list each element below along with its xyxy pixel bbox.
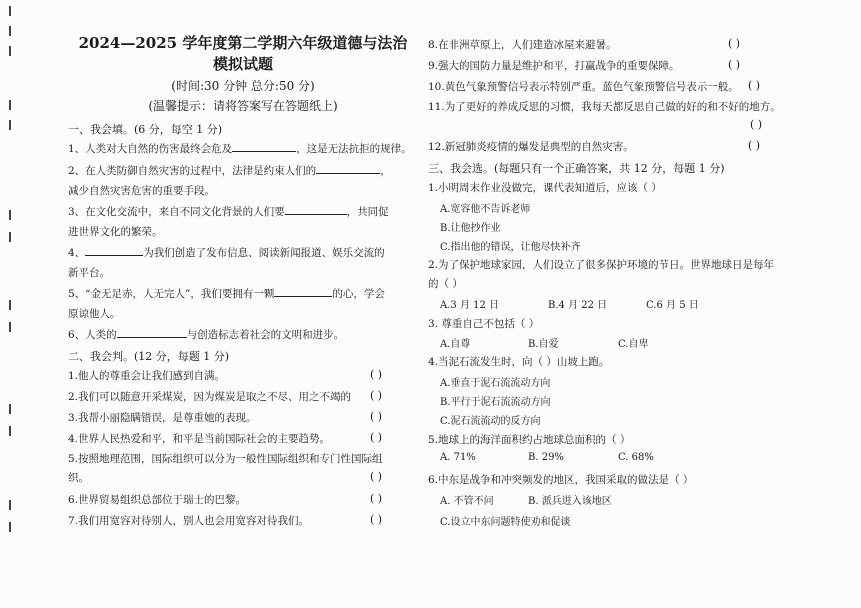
fill-question-6: 6、人类的 与创造标志着社会的文明和进步。 [68, 329, 345, 341]
judge-question-5: 5.按照地理范围，国际组织可以分为一般性国际组织和专门性国际组 [68, 453, 383, 465]
choice-option-a[interactable]: A.3 月 12 日 [440, 300, 500, 311]
choice-question-6: 6.中东是战争和冲突频发的地区，我国采取的做法是（ ） [428, 474, 694, 486]
answer-blank[interactable] [274, 286, 332, 297]
choice-option-a[interactable]: A.垂直于泥石流流动方向 [440, 378, 551, 389]
section-3-heading: 三、我会选。(每题只有一个正确答案，共 12 分，每题 1 分) [428, 162, 725, 175]
choice-question-2: 2.为了保护地球家园，人们设立了很多保护环境的节日。世界地球日是每年 [428, 259, 775, 271]
choice-question-5: 5.地球上的海洋面积约占地球总面积的（ ） [428, 434, 631, 446]
answer-parentheses[interactable]: ( ) [370, 368, 383, 381]
choice-option-b[interactable]: B.4 月 22 日 [548, 300, 608, 311]
fill-question-2-cont: 减少自然灾害危害的重要手段。 [68, 185, 215, 197]
choice-option-b[interactable]: B. 派兵进入该地区 [528, 496, 612, 507]
choice-option-c[interactable]: C.自卑 [618, 339, 649, 350]
choice-option-b[interactable]: B. 29% [528, 452, 564, 463]
answer-parentheses[interactable]: ( ) [370, 513, 383, 526]
judge-question-4: 4.世界人民热爱和平，和平是当前国际社会的主要趋势。 [68, 433, 331, 445]
answer-blank[interactable] [316, 163, 380, 174]
fill-question-3: 3、在文化交流中，来自不同文化背景的人们要 ，共同促 [68, 206, 389, 218]
answer-parentheses[interactable]: ( ) [370, 470, 383, 483]
fill-question-5: 5、“金无足赤，人无完人”，我们要拥有一颗 的心，学会 [68, 288, 385, 300]
answer-parentheses[interactable]: ( ) [750, 118, 763, 131]
answer-parentheses[interactable]: ( ) [728, 58, 741, 71]
section-2-heading: 二、我会判。(12 分，每题 1 分) [68, 350, 230, 363]
choice-option-a[interactable]: A.自尊 [440, 339, 471, 350]
judge-question-12: 12.新冠肺炎疫情的爆发是典型的自然灾害。 [428, 141, 634, 153]
judge-question-1: 1.他人的尊重会让我们感到自满。 [68, 370, 226, 382]
answer-blank[interactable] [285, 204, 347, 215]
fill-question-1: 1、人类对大自然的伤害最终会危及 ，这是无法抗拒的规律。 [68, 143, 412, 155]
answer-parentheses[interactable]: ( ) [370, 431, 383, 444]
judge-question-9: 9.强大的国防力量是维护和平，打赢战争的重要保障。 [428, 60, 680, 72]
choice-option-c[interactable]: C. 68% [618, 452, 654, 463]
fill-question-5-cont: 原谅他人。 [68, 308, 121, 320]
binding-margin [0, 0, 22, 560]
answer-parentheses[interactable]: ( ) [728, 37, 741, 50]
choice-option-c[interactable]: C.泥石流流动的反方向 [440, 416, 541, 427]
judge-question-2: 2.我们可以随意开采煤炭，因为煤炭是取之不尽、用之不竭的 [68, 391, 352, 403]
choice-option-c[interactable]: C.指出他的错误，让他尽快补齐 [440, 242, 581, 253]
answer-blank[interactable] [232, 141, 296, 152]
judge-question-10: 10.黄色气象预警信号表示特别严重。蓝色气象预警信号表示一般。 [428, 81, 739, 93]
choice-question-2-cont: 的（ ） [428, 278, 463, 290]
answer-blank[interactable] [85, 245, 143, 256]
judge-question-3: 3.我帮小丽隐瞒错误，是尊重她的表现。 [68, 412, 257, 424]
answer-parentheses[interactable]: ( ) [748, 79, 761, 92]
choice-option-a[interactable]: A.宽容他不告诉老师 [440, 204, 531, 215]
answer-parentheses[interactable]: ( ) [748, 139, 761, 152]
choice-question-4: 4.当泥石流发生时，向（ ）山坡上跑。 [428, 356, 610, 368]
judge-question-6: 6.世界贸易组织总部位于瑞士的巴黎。 [68, 494, 247, 506]
answer-parentheses[interactable]: ( ) [370, 389, 383, 402]
choice-option-c[interactable]: C.设立中东问题特使劝和促谈 [440, 517, 571, 528]
choice-option-b[interactable]: B.平行于泥石流流动方向 [440, 397, 551, 408]
section-1-heading: 一、我会填。(6 分，每空 1 分) [68, 123, 223, 136]
answer-parentheses[interactable]: ( ) [370, 410, 383, 423]
fill-question-4: 4、 为我们创造了发布信息、阅读新闻报道、娱乐交流的 [68, 247, 385, 259]
answer-blank[interactable] [117, 327, 187, 338]
judge-question-7: 7.我们用宽容对待别人，别人也会用宽容对待我们。 [68, 515, 310, 527]
choice-question-1: 1.小明周末作业没做完，课代表知道后，应该（ ） [428, 182, 662, 194]
exam-subtitle: 模拟试题 [212, 55, 273, 73]
choice-option-a[interactable]: A. 不管不问 [440, 496, 494, 507]
judge-question-8: 8.在非洲草原上，人们建造冰屋来避暑。 [428, 39, 617, 51]
judge-question-11: 11.为了更好的养成反思的习惯，我每天都反思自己做的好的和不好的地方。 [428, 101, 781, 113]
choice-option-b[interactable]: B.让他抄作业 [440, 223, 501, 234]
fill-question-2: 2、在人类防御自然灾害的过程中，法律是约束人们的 ， [68, 165, 391, 177]
exam-time: (时间:30 分钟 总分:50 分) [171, 79, 315, 93]
judge-question-5-cont: 织。 [68, 472, 89, 484]
fill-question-3-cont: 进世界文化的繁荣。 [68, 226, 163, 238]
choice-question-3: 3. 尊重自己不包括（ ） [428, 318, 540, 330]
exam-tip: (温馨提示：请将答案写在答题纸上) [148, 99, 338, 113]
choice-option-c[interactable]: C.6 月 5 日 [646, 300, 699, 311]
fill-question-4-cont: 新平台。 [68, 267, 110, 279]
answer-parentheses[interactable]: ( ) [370, 492, 383, 505]
choice-option-b[interactable]: B.自爱 [528, 339, 559, 350]
choice-option-a[interactable]: A. 71% [440, 452, 476, 463]
exam-title: 2024—2025 学年度第二学期六年级道德与法治 [78, 34, 408, 52]
